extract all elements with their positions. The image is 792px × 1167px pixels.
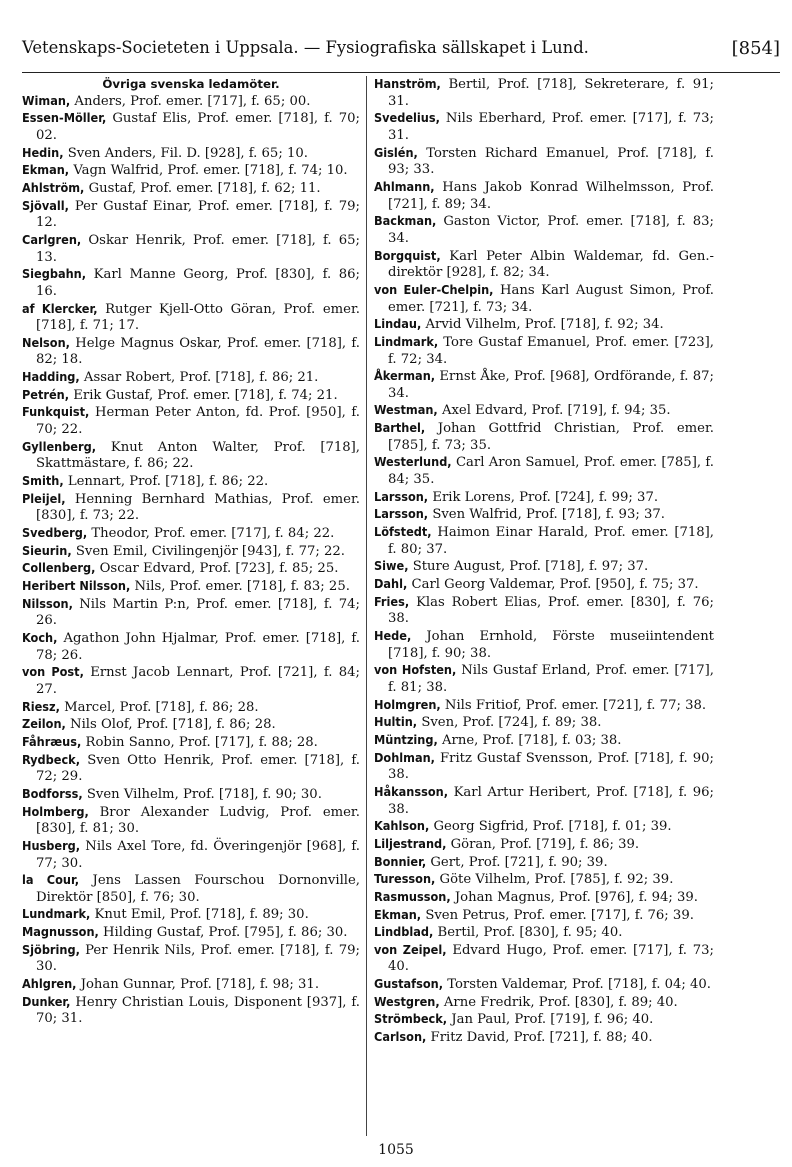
member-surname: Petrén, (22, 386, 70, 402)
member-entry (22, 560, 360, 578)
member-entry (374, 402, 714, 420)
member-entry (374, 836, 714, 854)
member-entry (374, 976, 714, 994)
member-surname: Siegbahn, (22, 266, 87, 282)
member-entry (22, 838, 360, 872)
member-surname: Håkansson, (374, 783, 449, 799)
member-surname: Dunker, (22, 993, 71, 1009)
member-details: Fritz David, Prof. [721], f. 88; 40. (430, 1030, 653, 1046)
member-entry (374, 854, 714, 872)
page-number: 1055 (378, 1142, 414, 1158)
member-details: Arvid Vilhelm, Prof. [718], f. 92; 34. (425, 317, 664, 333)
member-surname: Lindblad, (374, 924, 434, 940)
member-details: Jan Paul, Prof. [719], f. 96; 40. (451, 1012, 654, 1028)
member-details: Fritz Gustaf Svensson, Prof. [718], f. 90; 38. (388, 750, 714, 783)
member-details: Henry Christian Louis, Disponent [937], f. 70; 31. (36, 994, 360, 1027)
member-details: Hans Karl August Simon, Prof. emer. [721], f. 73; 34. (388, 282, 714, 315)
member-surname: Löfstedt, (374, 524, 432, 540)
member-entry (374, 750, 714, 784)
member-surname: Wiman, (22, 92, 71, 108)
member-surname: Hedin, (22, 144, 64, 160)
member-details: Theodor, Prof. emer. [717], f. 84; 22. (91, 526, 335, 542)
member-entry (22, 266, 360, 300)
member-details: Jens Lassen Fourschou Dornonville, Direktör [850], f. 76; 30. (36, 873, 360, 905)
member-surname: Heribert Nilsson, (22, 578, 131, 594)
member-entry (22, 596, 360, 630)
member-entry (374, 454, 714, 488)
member-details: Torsten Richard Emanuel, Prof. [718], f. 93; 33. (388, 145, 714, 178)
member-entry (374, 1011, 714, 1029)
member-surname: Riesz, (22, 698, 60, 714)
member-entry (374, 628, 714, 662)
member-surname: Pleijel, (22, 490, 66, 506)
column-divider (366, 76, 367, 1136)
member-surname: Lundmark, (22, 906, 91, 922)
member-entry (22, 872, 360, 906)
member-details: Torsten Valdemar, Prof. [718], f. 04; 40. (447, 977, 711, 993)
member-entry (374, 662, 714, 696)
member-entry (374, 368, 714, 402)
header-rule (22, 72, 780, 73)
member-details: Karl Artur Heribert, Prof. [718], f. 96; 38. (388, 784, 714, 817)
member-entry (22, 491, 360, 525)
member-details: Per Gustaf Einar, Prof. emer. [718], f. 79; 12. (36, 198, 360, 231)
member-surname: Hadding, (22, 369, 80, 385)
member-details: Tore Gustaf Emanuel, Prof. emer. [723], f. 72; 34. (388, 334, 714, 367)
member-details: Lennart, Prof. [718], f. 86; 22. (67, 474, 269, 490)
running-header (22, 38, 780, 68)
member-entry (374, 316, 714, 334)
member-details: Karl Manne Georg, Prof. [830], f. 86; 16. (36, 267, 360, 299)
member-entry (374, 110, 714, 144)
member-surname: Borgquist, (374, 247, 441, 263)
member-entry (22, 699, 360, 717)
member-entry (22, 976, 360, 994)
member-details: Sven, Prof. [724], f. 89; 38. (421, 715, 602, 731)
member-entry (22, 543, 360, 561)
member-surname: Backman, (374, 213, 437, 229)
member-surname: Bonnier, (374, 853, 427, 869)
member-surname: Holmberg, (22, 803, 89, 819)
member-entry (22, 804, 360, 838)
member-details: Sven Vilhelm, Prof. [718], f. 90; 30. (86, 786, 322, 802)
member-entry (374, 732, 714, 750)
member-entry (374, 871, 714, 889)
member-surname: Rasmusson, (374, 888, 451, 904)
member-entry (374, 907, 714, 925)
member-entry (374, 714, 714, 732)
member-details: Erik Gustaf, Prof. emer. [718], f. 74; 21. (73, 387, 338, 403)
member-entry (22, 752, 360, 786)
member-details: Nils Fritiof, Prof. emer. [721], f. 77; 38. (444, 697, 707, 713)
member-entry (22, 473, 360, 491)
member-entry (374, 420, 714, 454)
member-details: Vagn Walfrid, Prof. emer. [718], f. 74; 10. (73, 163, 348, 179)
member-details: Hilding Gustaf, Prof. [795], f. 86; 30. (103, 925, 348, 941)
member-surname: Ahlgren, (22, 976, 77, 992)
member-surname: Svedelius, (374, 110, 440, 126)
member-entry (22, 578, 360, 596)
member-entry (374, 506, 714, 524)
member-entry (22, 301, 360, 335)
member-surname: Essen-Möller, (22, 110, 107, 126)
member-details: Sven Walfrid, Prof. [718], f. 93; 37. (432, 507, 665, 523)
member-surname: Svedberg, (22, 525, 88, 541)
member-surname: Westerlund, (374, 454, 452, 470)
member-details: Arne Fredrik, Prof. [830], f. 89; 40. (443, 994, 678, 1010)
member-entry (22, 906, 360, 924)
member-entry (374, 76, 714, 110)
member-surname: Lindau, (374, 316, 422, 332)
member-surname: Husberg, (22, 837, 81, 853)
member-surname: Hede, (374, 628, 412, 643)
member-details: Haimon Einar Harald, Prof. emer. [718], f. 80; 37. (388, 525, 714, 557)
left-column (22, 76, 360, 1028)
member-details: Anders, Prof. emer. [717], f. 65; 00. (74, 93, 311, 109)
member-surname: Koch, (22, 629, 58, 645)
member-surname: Lindmark, (374, 333, 439, 349)
member-details: Marcel, Prof. [718], f. 86; 28. (64, 699, 259, 715)
member-surname: Larsson, (374, 506, 429, 522)
left-entry-list (22, 93, 360, 1028)
member-surname: Siwe, (374, 558, 409, 574)
member-entry (374, 489, 714, 507)
member-entry (22, 145, 360, 163)
member-entry (374, 697, 714, 715)
member-details: Sven Emil, Civilingenjör [943], f. 77; 22. (75, 543, 345, 559)
member-surname: Kahlson, (374, 818, 430, 834)
member-surname: Zeilon, (22, 716, 66, 732)
member-entry (22, 180, 360, 198)
member-entry (22, 664, 360, 698)
member-details: Nils Eberhard, Prof. emer. [717], f. 73; 31. (388, 111, 714, 143)
member-surname: von Hofsten, (374, 662, 457, 678)
member-details: Sven Anders, Fil. D. [928], f. 65; 10. (67, 145, 308, 161)
member-details: Göte Vilhelm, Prof. [785], f. 92; 39. (439, 872, 674, 888)
member-entry (374, 576, 714, 594)
member-details: Helge Magnus Oskar, Prof. emer. [718], f. 82; 18. (36, 335, 361, 368)
member-surname: Dahl, (374, 576, 408, 592)
member-details: Klas Robert Elias, Prof. emer. [830], f. 76; 38. (388, 594, 714, 627)
member-entry (374, 994, 714, 1012)
member-entry (22, 942, 360, 976)
member-surname: Gislén, (374, 144, 418, 160)
member-surname: Gustafson, (374, 976, 444, 992)
member-entry (374, 145, 714, 179)
member-surname: Fåhræus, (22, 733, 82, 749)
member-entry (22, 786, 360, 804)
member-surname: Magnusson, (22, 924, 99, 940)
member-entry (22, 369, 360, 387)
member-surname: Carlson, (374, 1029, 427, 1045)
member-surname: Turesson, (374, 871, 436, 887)
member-details: Carl Aron Samuel, Prof. emer. [785], f. 84; 35. (388, 455, 714, 488)
member-surname: Fries, (374, 593, 410, 609)
member-surname: Rydbeck, (22, 751, 81, 767)
member-details: Ernst Åke, Prof. [968], Ordförande, f. 87; 34. (388, 369, 714, 401)
member-surname: Carlgren, (22, 231, 82, 247)
member-surname: Sjöbring, (22, 941, 80, 957)
right-column (374, 76, 714, 1047)
member-surname: von Zeipel, (374, 941, 447, 957)
header-page-ref: [854] (731, 38, 780, 59)
member-entry (22, 630, 360, 664)
member-details: Nils Gustaf Erland, Prof. emer. [717], f. 81; 38. (388, 663, 714, 695)
member-details: Johan Magnus, Prof. [976], f. 94; 39. (454, 889, 698, 905)
member-details: Nils Axel Tore, fd. Överingenjör [968], f. 77; 30. (36, 838, 360, 871)
header-title: Vetenskaps-Societeten i Uppsala. — Fysiografiska sällskapet i Lund. (22, 38, 589, 57)
member-entry (22, 198, 360, 232)
member-entry (22, 994, 360, 1028)
member-surname: Ahlmann, (374, 178, 435, 194)
member-entry (374, 784, 714, 818)
member-entry (374, 248, 714, 282)
member-surname: Westgren, (374, 993, 440, 1009)
member-details: Johan Gottfrid Christian, Prof. emer. [785], f. 73; 35. (388, 421, 714, 453)
member-details: Karl Peter Albin Waldemar, fd. Gen.-direktör [928], f. 82; 34. (388, 248, 714, 281)
member-entry (22, 93, 360, 111)
member-surname: Hultin, (374, 714, 418, 730)
member-surname: Nelson, (22, 334, 70, 350)
member-surname: Dohlman, (374, 749, 435, 765)
member-details: Sven Petrus, Prof. emer. [717], f. 76; 39. (425, 907, 694, 923)
member-entry (22, 335, 360, 369)
member-entry (374, 889, 714, 907)
member-entry (22, 439, 360, 473)
member-surname: Barthel, (374, 420, 426, 436)
member-entry (22, 734, 360, 752)
member-details: Rutger Kjell-Otto Göran, Prof. emer. [718], f. 71; 17. (36, 301, 360, 334)
member-details: Robin Sanno, Prof. [717], f. 88; 28. (85, 734, 318, 750)
member-details: Nils Olof, Prof. [718], f. 86; 28. (70, 717, 276, 733)
member-surname: Ahlström, (22, 179, 85, 195)
member-entry (374, 524, 714, 558)
member-details: Axel Edvard, Prof. [719], f. 94; 35. (441, 403, 671, 419)
member-details: Nils Martin P:n, Prof. emer. [718], f. 74; 26. (36, 596, 360, 629)
member-entry (22, 404, 360, 438)
member-surname: Smith, (22, 473, 64, 489)
member-entry (374, 924, 714, 942)
member-surname: Westman, (374, 402, 438, 418)
member-details: Gustaf Elis, Prof. emer. [718], f. 70; 02. (36, 111, 360, 143)
member-details: Nils, Prof. emer. [718], f. 83; 25. (134, 579, 350, 595)
member-details: Edvard Hugo, Prof. emer. [717], f. 73; 40. (388, 942, 714, 975)
member-entry (22, 525, 360, 543)
member-details: Knut Emil, Prof. [718], f. 89; 30. (94, 907, 309, 923)
member-surname: Larsson, (374, 488, 429, 504)
member-surname: Müntzing, (374, 731, 438, 747)
member-entry (374, 1029, 714, 1047)
member-details: Bror Alexander Ludvig, Prof. emer. [830], f. 81; 30. (36, 804, 360, 837)
member-entry (374, 282, 714, 316)
member-entry (374, 818, 714, 836)
member-details: Sven Otto Henrik, Prof. emer. [718], f. 72; 29. (36, 752, 360, 785)
member-entry (374, 179, 714, 213)
member-surname: Nilsson, (22, 595, 73, 611)
member-entry (22, 716, 360, 734)
member-details: Johan Ernhold, Förste museiintendent [718], f. 90; 38. (388, 629, 714, 661)
member-details: Arne, Prof. [718], f. 03; 38. (442, 732, 622, 748)
member-details: Gert, Prof. [721], f. 90; 39. (430, 854, 608, 870)
member-details: Per Henrik Nils, Prof. emer. [718], f. 79; 30. (36, 942, 360, 975)
member-surname: Sieurin, (22, 542, 72, 558)
member-entry (22, 162, 360, 180)
member-surname: von Euler-Chelpin, (374, 281, 494, 297)
member-details: Sture August, Prof. [718], f. 97; 37. (412, 559, 649, 575)
member-details: Bertil, Prof. [718], Sekreterare, f. 91; 31. (388, 77, 714, 109)
member-details: Ernst Jacob Lennart, Prof. [721], f. 84; 27. (36, 665, 361, 697)
member-surname: la Cour, (22, 872, 80, 888)
member-details: Oscar Edvard, Prof. [723], f. 85; 25. (99, 561, 339, 577)
member-details: Herman Peter Anton, fd. Prof. [950], f. 70; 22. (36, 405, 360, 438)
member-details: Gustaf, Prof. emer. [718], f. 62; 11. (88, 180, 321, 196)
member-entry (374, 594, 714, 628)
member-details: Bertil, Prof. [830], f. 95; 40. (437, 925, 623, 941)
member-details: Hans Jakob Konrad Wilhelmsson, Prof. [721], f. 89; 34. (388, 179, 714, 212)
member-surname: Åkerman, (374, 368, 436, 384)
member-surname: Hanström, (374, 76, 441, 91)
member-surname: von Post, (22, 664, 84, 680)
member-surname: Ekman, (22, 162, 70, 178)
member-entry (374, 942, 714, 976)
member-details: Gaston Victor, Prof. emer. [718], f. 83; 34. (388, 214, 714, 246)
member-surname: Strömbeck, (374, 1011, 448, 1027)
member-entry (374, 558, 714, 576)
member-surname: Collenberg, (22, 560, 96, 576)
member-entry (22, 232, 360, 266)
member-details: Carl Georg Valdemar, Prof. [950], f. 75; 37. (411, 577, 699, 593)
member-details: Oskar Henrik, Prof. emer. [718], f. 65; 13. (36, 232, 360, 265)
member-details: Henning Bernhard Mathias, Prof. emer. [830], f. 73; 22. (36, 491, 360, 524)
right-entry-list (374, 76, 714, 1047)
member-entry (374, 334, 714, 368)
member-details: Assar Robert, Prof. [718], f. 86; 21. (83, 370, 319, 386)
member-surname: Gyllenberg, (22, 438, 97, 454)
member-surname: af Klercker, (22, 300, 98, 316)
member-entry (22, 110, 360, 144)
member-details: Erik Lorens, Prof. [724], f. 99; 37. (432, 489, 659, 505)
member-details: Georg Sigfrid, Prof. [718], f. 01; 39. (433, 819, 672, 835)
member-surname: Liljestrand, (374, 835, 447, 851)
member-surname: Holmgren, (374, 696, 441, 712)
member-surname: Sjövall, (22, 197, 69, 213)
member-details: Agathon John Hjalmar, Prof. emer. [718], f. 78; 26. (36, 630, 360, 663)
section-heading: Övriga svenska ledamöter. (102, 77, 280, 91)
member-entry (22, 924, 360, 942)
member-details: Knut Anton Walter, Prof. [718], Skattmästare, f. 86; 22. (36, 439, 360, 472)
member-surname: Funkquist, (22, 404, 90, 420)
member-entry (374, 213, 714, 247)
member-entry (22, 387, 360, 405)
member-details: Göran, Prof. [719], f. 86; 39. (450, 836, 640, 852)
member-surname: Ekman, (374, 906, 422, 922)
member-details: Johan Gunnar, Prof. [718], f. 98; 31. (80, 977, 320, 993)
member-surname: Bodforss, (22, 785, 83, 801)
